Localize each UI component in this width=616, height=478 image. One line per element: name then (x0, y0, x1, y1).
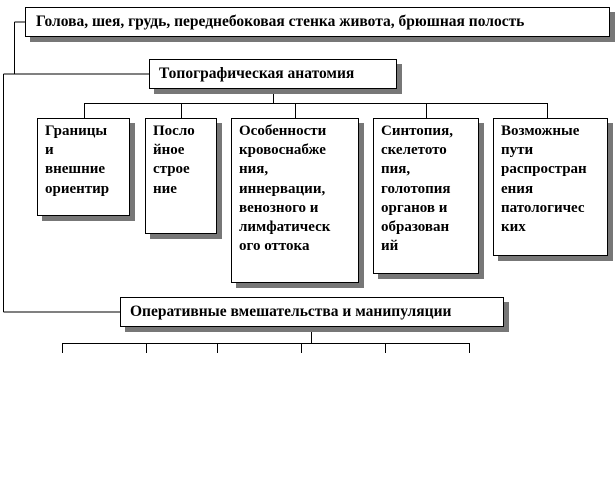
sub-box-blood-supply (231, 118, 359, 283)
topo-box-label: Топографическая анатомия (159, 65, 355, 82)
oper-box (120, 297, 504, 327)
sub-box-syntopy (373, 118, 479, 274)
top-box-label: Голова, шея, грудь, переднебоковая стенка живота, брюшная полость (36, 13, 525, 30)
sub-box-label: Синтопия, скелетото пия, голотопия органов и образован ий (381, 123, 453, 255)
sub-box-label: Возможные пути распростран ения патологичес ких (501, 123, 587, 235)
sub-box-borders (37, 118, 130, 216)
sub-box-pathways (493, 118, 608, 256)
sub-box-label: Посло йное строе ние (153, 123, 195, 197)
topo-box (149, 59, 397, 89)
sub-box-label: Границы и внешние ориентир (45, 123, 110, 197)
sub-box-layers (145, 118, 217, 234)
top-box (25, 7, 610, 37)
sub-box-label: Особенности кровоснабже ния, иннервации, венозного и лимфатическ ого оттока (239, 123, 331, 255)
oper-box-label: Оперативные вмешательства и манипуляции (130, 303, 452, 320)
